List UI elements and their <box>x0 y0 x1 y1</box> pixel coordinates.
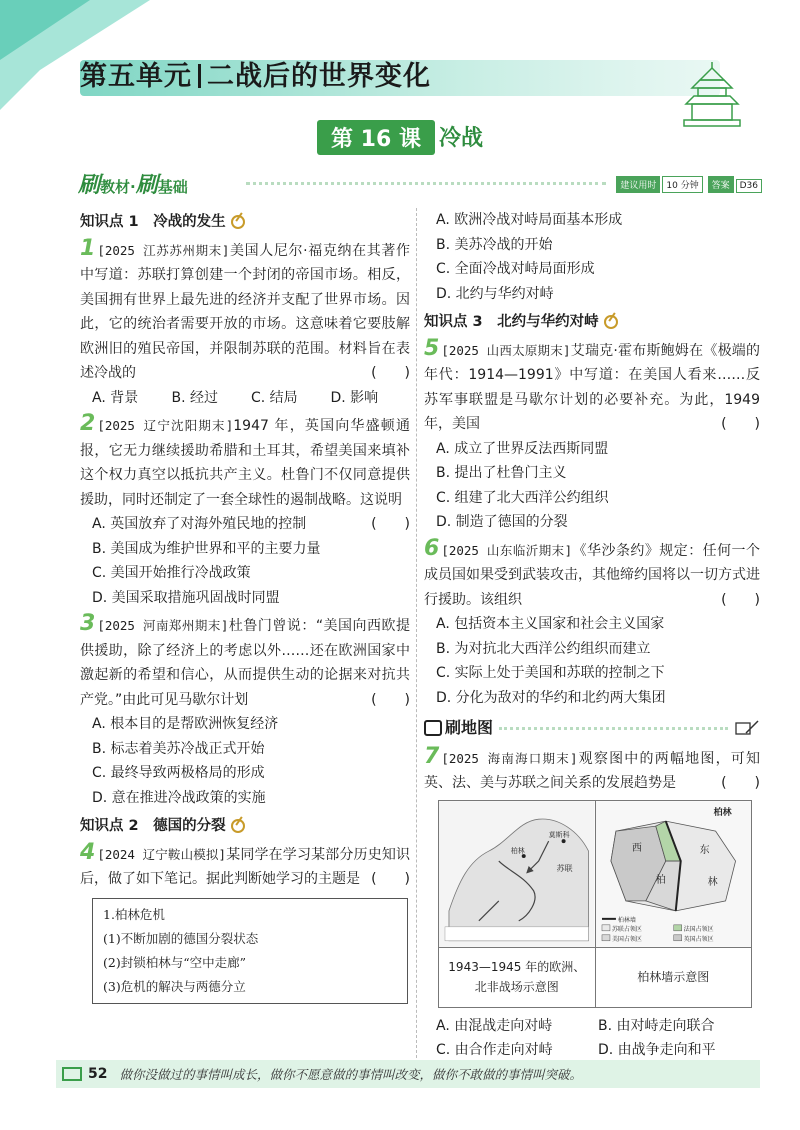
question-number: 5 <box>424 335 440 361</box>
notes-line: (1)不断加剧的德国分裂状态 <box>103 930 259 946</box>
map-section-label: 刷地图 <box>445 718 494 737</box>
knowledge-point-3 <box>424 310 760 335</box>
page-number: 52 <box>88 1066 108 1082</box>
berlin-east-label: 东 <box>699 844 710 856</box>
option-b: B. 由对峙走向联合 <box>598 1017 715 1034</box>
answer-bracket: ( ) <box>721 775 760 791</box>
question-stem: 某同学在学习某部分历史知识后，做了如下笔记。据此判断她学习的主题是 <box>80 846 410 887</box>
europe-war-map <box>439 801 596 1007</box>
option-d: D. 分化为敌对的华约和北约两大集团 <box>436 689 666 706</box>
page-footer <box>56 1060 760 1088</box>
question-number: 3 <box>80 611 96 636</box>
berlin-map-caption: 柏林墙示意图 <box>596 947 752 1007</box>
berlin-bo-label: 柏 <box>655 874 666 886</box>
unit-separator <box>198 64 201 88</box>
map-label-moscow: 莫斯科 <box>548 830 570 839</box>
time-value: 10 分钟 <box>662 176 702 193</box>
section-shua-2: 刷 <box>135 173 158 198</box>
europe-war-map-image <box>439 801 595 947</box>
berlin-wall-map-image <box>596 801 752 947</box>
question-7 <box>424 743 760 1063</box>
kp2-label: 知识点 2 德国的分裂 <box>80 818 226 834</box>
europe-map-caption <box>439 947 595 1007</box>
option-d: D. 北约与华约对峙 <box>436 285 554 302</box>
question-3 <box>80 611 410 810</box>
map-label-berlin: 柏林 <box>510 846 525 855</box>
europe-map-caption-line-2: 北非战场示意图 <box>474 980 559 994</box>
kp3-label: 知识点 3 北约与华约对峙 <box>424 314 599 330</box>
legend-uk-zone: 英国占领区 <box>683 935 714 943</box>
legend-france-zone: 法国占领区 <box>683 925 714 933</box>
map-section-icon <box>424 720 442 736</box>
question-4-options <box>424 208 760 306</box>
time-tag: 建议用时 <box>616 176 660 193</box>
option-b: B. 为对抗北大西洋公约组织而建立 <box>436 640 651 657</box>
question-source: [2025 辽宁沈阳期末] <box>97 418 234 433</box>
left-column <box>80 208 410 1008</box>
question-source: [2024 辽宁鞍山模拟] <box>97 846 227 862</box>
target-icon <box>604 315 618 329</box>
unit-name: 二战后的世界变化 <box>207 61 431 92</box>
knowledge-point-1 <box>80 210 410 235</box>
time-answer-box <box>614 176 762 193</box>
lesson-name: 冷战 <box>438 126 483 151</box>
section-header <box>78 168 762 198</box>
writing-hand-icon <box>734 719 760 737</box>
section-shua-1: 刷 <box>78 173 101 198</box>
option-b: B. 提出了杜鲁门主义 <box>436 465 567 481</box>
question-stem: 艾瑞克·霍布斯鲍姆在《极端的年代：1914—1991》中写道：在美国人看来……反苏军事联盟是马歇尔计划的必要补充。为此，1949 年，美国 <box>424 342 760 432</box>
book-icon <box>62 1067 82 1081</box>
answer-tag: 答案 <box>708 176 734 193</box>
option-d: D. 影响 <box>330 389 379 406</box>
column-divider <box>416 208 417 1058</box>
question-source: [2025 海南海口期末] <box>441 750 578 766</box>
option-d: D. 意在推进冷战政策的实施 <box>92 789 266 806</box>
knowledge-point-2 <box>80 814 410 839</box>
question-stem: 1947 年，英国向华盛顿通报，它无力继续援助希腊和土耳其，希望美国来填补这个权力真空以抵抗共产主义。杜鲁门不仅同意提供援助，同时还制定了一套全球性的遏制战略。这说明 <box>80 418 410 508</box>
lesson-number: 第 16 课 <box>317 120 435 155</box>
map-section-dotted-line <box>499 727 728 730</box>
answer-bracket: ( ) <box>371 516 410 532</box>
map-label-ussr: 苏联 <box>556 863 573 873</box>
temple-of-heaven-icon <box>680 60 744 128</box>
right-column <box>424 208 760 1067</box>
question-number: 6 <box>424 535 440 561</box>
option-b: B. 美苏冷战的开始 <box>436 236 553 253</box>
legend-ussr-zone: 苏联占领区 <box>611 925 642 933</box>
question-number: 2 <box>80 411 96 436</box>
target-icon <box>231 819 245 833</box>
option-d: D. 由战争走向和平 <box>598 1042 716 1058</box>
option-d: D. 美国采取措施巩固战时同盟 <box>92 589 280 606</box>
answer-bracket: ( ) <box>371 691 410 708</box>
option-b: B. 美国成为维护世界和平的主要力量 <box>92 540 321 557</box>
notes-line: (3)危机的解决与两德分立 <box>103 978 246 994</box>
question-source: [2025 山西太原期末] <box>441 342 571 358</box>
legend-wall: 柏林墙 <box>617 916 636 924</box>
option-a: A. 由混战走向对峙 <box>436 1017 553 1034</box>
section-label-2: 基础 <box>157 178 188 196</box>
kp1-label: 知识点 1 冷战的发生 <box>80 214 226 230</box>
answer-bracket: ( ) <box>371 871 410 887</box>
question-6 <box>424 535 761 711</box>
option-c: C. 全面冷战对峙局面形成 <box>436 261 595 277</box>
section-dot: · <box>130 178 136 196</box>
notes-line: 1.柏林危机 <box>103 906 165 922</box>
berlin-lin-label: 林 <box>707 876 718 888</box>
unit-number: 第五单元 <box>80 61 192 92</box>
section-dotted-line <box>246 182 606 185</box>
options-row-2 <box>424 1038 760 1063</box>
answer-page: D36 <box>736 179 762 193</box>
question-number: 7 <box>424 743 440 769</box>
notes-line: (2)封锁柏林与“空中走廊” <box>103 954 246 970</box>
section-label-1: 教材 <box>100 178 131 196</box>
question-number: 1 <box>80 235 96 261</box>
map-section-header <box>424 716 760 741</box>
target-icon <box>231 215 245 229</box>
berlin-title-label: 柏林 <box>713 807 732 818</box>
option-a: A. 英国放弃了对海外殖民地的控制 <box>92 516 307 532</box>
study-notes-box <box>92 898 408 1004</box>
answer-bracket: ( ) <box>721 416 760 432</box>
question-stem: 杜鲁门曾说：“美国向西欧提供援助，除了经济上的考虑以外……还在欧洲国家中激起新的希望和信心，从而提供生动的论据来对抗共产党。”由此可见马歇尔计划 <box>80 618 410 708</box>
unit-banner <box>20 46 780 102</box>
question-source: [2025 江苏苏州期末] <box>97 242 230 258</box>
maps-figure <box>438 800 752 1008</box>
europe-map-caption-line-1: 1943—1945 年的欧洲、 <box>448 960 586 974</box>
option-a: A. 根本目的是帮欧洲恢复经济 <box>92 716 279 732</box>
berlin-wall-map <box>596 801 752 1007</box>
option-b: B. 标志着美苏冷战正式开始 <box>92 740 265 757</box>
option-a: A. 欧洲冷战对峙局面基本形成 <box>436 212 623 228</box>
option-d: D. 制造了德国的分裂 <box>436 514 568 530</box>
question-1 <box>80 235 410 411</box>
option-c: C. 最终导致两极格局的形成 <box>92 765 265 781</box>
option-a: A. 成立了世界反法西斯同盟 <box>436 440 609 457</box>
options-row-1 <box>424 1014 760 1039</box>
option-b: B. 经过 <box>171 389 219 406</box>
answer-bracket: ( ) <box>721 591 760 608</box>
option-c: C. 结局 <box>251 389 298 406</box>
unit-title <box>80 54 431 93</box>
question-stem: 美国人尼尔·福克纳在其著作中写道：苏联打算创建一个封闭的帝国市场。相反，美国拥有世界上最先进的经济并支配了世界市场。因此，它的统治者需要开放的市场。这意味着它要肢解欧洲旧的殖民帝国，并限制苏联的范围。材料旨在表述冷战的 <box>80 242 410 381</box>
question-5 <box>424 335 760 535</box>
lesson-title <box>0 120 800 155</box>
question-source: [2025 山东临沂期末] <box>441 542 573 558</box>
option-c: C. 组建了北大西洋公约组织 <box>436 489 609 506</box>
question-4 <box>80 839 410 1004</box>
option-a: A. 背景 <box>92 389 139 406</box>
question-2 <box>80 411 410 610</box>
question-stem: 《华沙条约》规定：任何一个成员国如果受到武装攻击，其他缔约国将以一切方式进行援助。该组织 <box>424 542 761 608</box>
option-a: A. 包括资本主义国家和社会主义国家 <box>436 616 665 632</box>
question-stem: 观察图中的两幅地图，可知英、法、美与苏联之间关系的发展趋势是 <box>424 750 760 791</box>
options-row <box>80 386 410 411</box>
footer-motto: 做你没做过的事情叫成长，做你不愿意做的事情叫改变，做你不敢做的事情叫突破。 <box>119 1067 582 1082</box>
legend-us-zone: 美国占领区 <box>611 935 642 943</box>
question-source: [2025 河南郑州期末] <box>97 618 229 633</box>
answer-bracket: ( ) <box>371 365 410 381</box>
question-number: 4 <box>80 839 96 865</box>
berlin-west-label: 西 <box>631 842 642 854</box>
option-c: C. 实际上处于美国和苏联的控制之下 <box>436 665 665 681</box>
option-c: C. 美国开始推行冷战政策 <box>92 565 251 581</box>
option-c: C. 由合作走向对峙 <box>436 1042 553 1058</box>
